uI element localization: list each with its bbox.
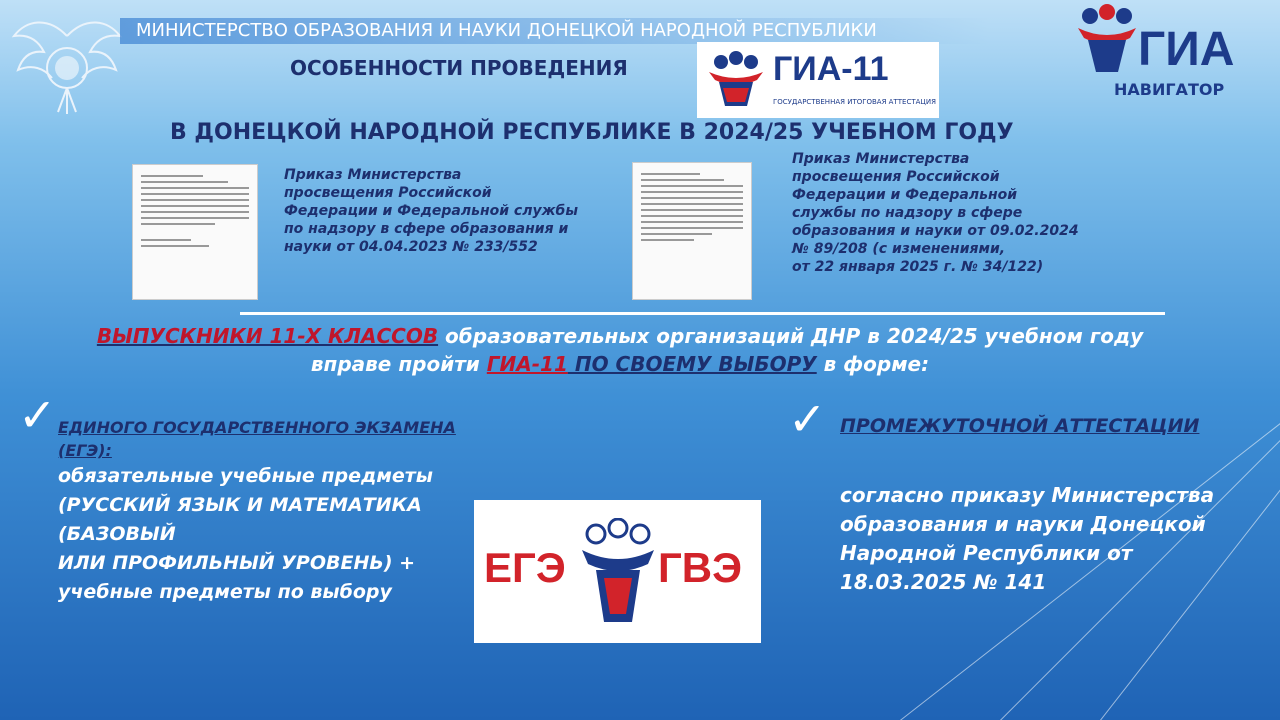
title-line2: В ДОНЕЦКОЙ НАРОДНОЙ РЕСПУБЛИКЕ В 2024/25 УЧЕБНОМ ГОДУ xyxy=(170,120,1014,145)
divider xyxy=(240,312,1165,315)
ege-line-2: (РУССКИЙ ЯЗЫК И МАТЕМАТИКА xyxy=(58,494,422,516)
order-text-2: Приказ Министерства просвещения Российской Федерации и Федеральной службы по надзору в сфере образования и науки от 09.02.2024 № 89/208 (с изменениями, от 22 января 2025 г. № 34/122) xyxy=(792,151,1079,275)
gia-11-caption: ГОСУДАРСТВЕННАЯ ИТОГОВАЯ АТТЕСТАЦИЯ xyxy=(773,98,936,106)
attestation-heading: ПРОМЕЖУТОЧНОЙ АТТЕСТАЦИИ xyxy=(840,415,1200,437)
intro-text-part1: образовательных организаций ДНР в 2024/25 учебном году xyxy=(438,324,1144,348)
graduates-icon xyxy=(703,50,769,110)
checkmark-icon: ✓ xyxy=(788,392,827,446)
intermediate-attestation-option xyxy=(840,412,1230,597)
graduates-label: ВЫПУСКНИКИ 11-Х КЛАССОВ xyxy=(96,324,439,348)
ege-heading: ЕДИНОГО ГОСУДАРСТВЕННОГО ЭКЗАМЕНА (ЕГЭ): xyxy=(58,418,456,460)
attestation-body: согласно приказу Министерства образования и науки Донецкой Народной Республики от 18.03.2025 № 141 xyxy=(840,483,1215,594)
ege-line-3: (БАЗОВЫЙ xyxy=(58,523,176,545)
order-text-1: Приказ Министерства просвещения Российской Федерации и Федеральной службы по надзору в сфере образования и науки от 04.04.2023 № 233/552 xyxy=(284,167,578,255)
document-thumbnail xyxy=(132,164,258,300)
intro-text xyxy=(40,322,1200,378)
gia-11-logo xyxy=(697,42,939,118)
ministry-title: МИНИСТЕРСТВО ОБРАЗОВАНИЯ И НАУКИ ДОНЕЦКОЙ НАРОДНОЙ РЕСПУБЛИКИ xyxy=(120,18,990,44)
navigator-subtitle: НАВИГАТОР xyxy=(1114,80,1225,99)
ege-line-4: ИЛИ ПРОФИЛЬНЫЙ УРОВЕНЬ) + xyxy=(58,552,416,574)
graduates-icon xyxy=(1074,2,1140,74)
ege-logo-text: ЕГЭ xyxy=(484,544,566,591)
gve-logo-text: ГВЭ xyxy=(658,544,743,591)
intro-text-part2: вправе пройти xyxy=(310,352,487,376)
ege-line-5: учебные предметы по выбору xyxy=(58,581,392,603)
ege-option xyxy=(58,416,488,607)
gia-navigator-logo xyxy=(1070,0,1270,110)
emblem-icon xyxy=(8,6,126,118)
graduates-icon xyxy=(578,518,658,630)
title-line1: ОСОБЕННОСТИ ПРОВЕДЕНИЯ xyxy=(290,56,628,80)
navigator-title: ГИА xyxy=(1138,23,1235,76)
gia-label: ГИА-11 xyxy=(486,352,568,376)
document-thumbnail xyxy=(632,162,752,300)
ege-gve-logo xyxy=(474,500,761,643)
gia-11-title: ГИА-11 xyxy=(773,50,889,88)
ege-line-1: обязательные учебные предметы xyxy=(58,465,433,487)
checkmark-icon: ✓ xyxy=(18,388,57,442)
choice-label: ПО СВОЕМУ ВЫБОРУ xyxy=(567,352,817,376)
intro-text-part3: в форме: xyxy=(816,352,930,376)
